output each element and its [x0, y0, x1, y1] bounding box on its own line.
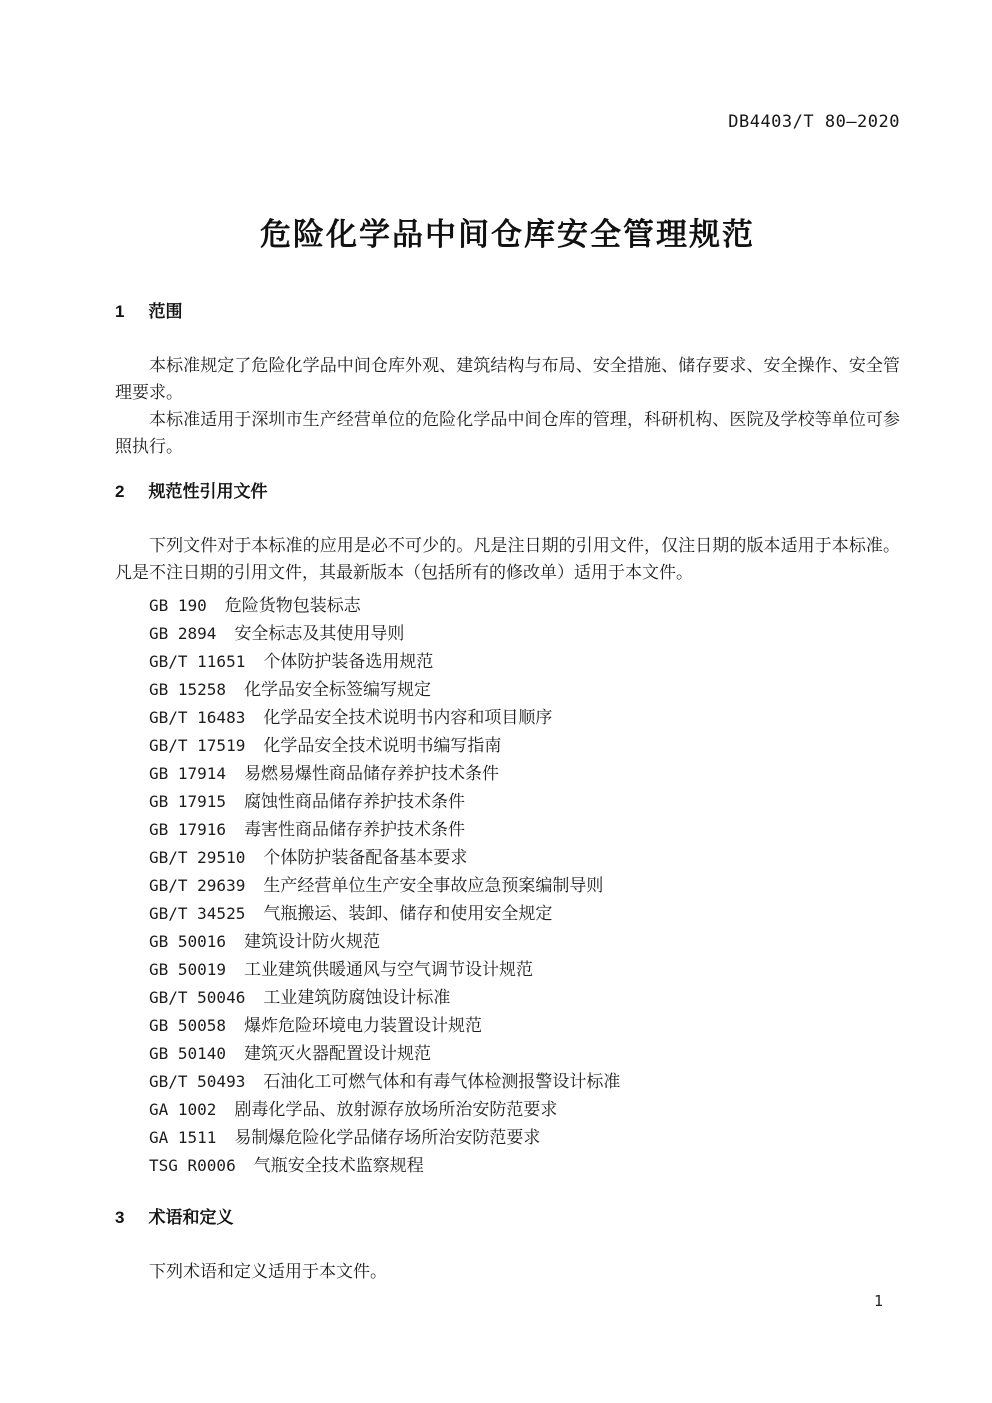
reference-item	[149, 760, 900, 788]
reference-code: GB 15258	[149, 680, 227, 699]
reference-title: 易制爆危险化学品储存场所治安防范要求	[234, 1128, 541, 1147]
reference-title: 个体防护装备配备基本要求	[263, 848, 468, 867]
section-scope-body	[115, 352, 900, 460]
reference-code: GB/T 17519	[149, 736, 246, 755]
reference-code: GB/T 29510	[149, 848, 246, 867]
reference-item	[149, 844, 900, 872]
reference-code: GB 50016	[149, 932, 227, 951]
reference-title: 爆炸危险环境电力装置设计规范	[244, 1016, 483, 1035]
reference-item	[149, 900, 900, 928]
reference-title: 个体防护装备选用规范	[263, 652, 434, 671]
reference-title: 毒害性商品储存养护技术条件	[244, 820, 466, 839]
reference-item	[149, 956, 900, 984]
section-normative-references	[115, 482, 900, 1180]
reference-code: GB 190	[149, 596, 207, 615]
section-number: 3	[115, 1208, 125, 1227]
reference-code: GB/T 50046	[149, 988, 246, 1007]
reference-item	[149, 1152, 900, 1180]
reference-title: 化学品安全技术说明书编写指南	[263, 736, 502, 755]
section-heading-normative-references	[115, 482, 900, 502]
paragraph: 本标准规定了危险化学品中间仓库外观、建筑结构与布局、安全措施、储存要求、安全操作、安全管理要求。	[115, 356, 900, 402]
reference-item	[149, 872, 900, 900]
reference-code: GB 17916	[149, 820, 227, 839]
section-number: 1	[115, 302, 125, 321]
paragraph: 下列术语和定义适用于本文件。	[149, 1262, 387, 1281]
reference-title: 化学品安全标签编写规定	[244, 680, 432, 699]
reference-code: GA 1002	[149, 1100, 217, 1119]
reference-code: GB 50019	[149, 960, 227, 979]
section-terms	[115, 1208, 900, 1285]
reference-title: 工业建筑防腐蚀设计标准	[263, 988, 451, 1007]
reference-title: 危险货物包装标志	[224, 596, 361, 615]
page-number: 1	[873, 1292, 883, 1310]
reference-code: GA 1511	[149, 1128, 217, 1147]
reference-code: GB 2894	[149, 624, 217, 643]
reference-title: 腐蚀性商品储存养护技术条件	[244, 792, 466, 811]
reference-item	[149, 592, 900, 620]
reference-item	[149, 732, 900, 760]
reference-item	[149, 928, 900, 956]
section-heading-label: 范围	[148, 302, 183, 321]
reference-item	[149, 620, 900, 648]
reference-title: 安全标志及其使用导则	[234, 624, 405, 643]
reference-code: GB/T 34525	[149, 904, 246, 923]
section-heading-scope	[115, 302, 900, 322]
reference-code: GB 50058	[149, 1016, 227, 1035]
reference-item	[149, 816, 900, 844]
reference-title: 气瓶搬运、装卸、储存和使用安全规定	[263, 904, 553, 923]
reference-item	[149, 1068, 900, 1096]
reference-item	[149, 704, 900, 732]
reference-code: GB/T 50493	[149, 1072, 246, 1091]
reference-title: 石油化工可燃气体和有毒气体检测报警设计标准	[263, 1072, 621, 1091]
reference-item	[149, 984, 900, 1012]
reference-item	[149, 648, 900, 676]
paragraph: 本标准适用于深圳市生产经营单位的危险化学品中间仓库的管理，科研机构、医院及学校等单位可参照执行。	[115, 410, 900, 456]
reference-title: 剧毒化学品、放射源存放场所治安防范要求	[234, 1100, 558, 1119]
reference-item	[149, 1012, 900, 1040]
reference-title: 化学品安全技术说明书内容和项目顺序	[263, 708, 553, 727]
reference-code: GB 50140	[149, 1044, 227, 1063]
reference-code: GB/T 11651	[149, 652, 246, 671]
reference-title: 建筑设计防火规范	[244, 932, 381, 951]
reference-item	[149, 1124, 900, 1152]
reference-title: 气瓶安全技术监察规程	[253, 1156, 424, 1175]
reference-title: 易燃易爆性商品储存养护技术条件	[244, 764, 500, 783]
reference-list	[115, 592, 900, 1180]
section-scope	[115, 302, 900, 460]
section-terms-body	[115, 1258, 900, 1285]
section-heading-label: 规范性引用文件	[148, 482, 268, 501]
document-title: 危险化学品中间仓库安全管理规范	[260, 217, 755, 252]
reference-item	[149, 1096, 900, 1124]
reference-title: 生产经营单位生产安全事故应急预案编制导则	[263, 876, 604, 895]
reference-item	[149, 1040, 900, 1068]
section-number: 2	[115, 482, 125, 501]
reference-item	[149, 788, 900, 816]
reference-code: GB 17914	[149, 764, 227, 783]
standard-code: DB4403/T 80—2020	[728, 112, 900, 132]
reference-code: TSG R0006	[149, 1156, 236, 1175]
reference-title: 建筑灭火器配置设计规范	[244, 1044, 432, 1063]
reference-code: GB/T 29639	[149, 876, 246, 895]
section-heading-terms	[115, 1208, 900, 1228]
reference-code: GB 17915	[149, 792, 227, 811]
section-normative-references-body	[115, 532, 900, 586]
paragraph: 下列文件对于本标准的应用是必不可少的。凡是注日期的引用文件，仅注日期的版本适用于本标准。凡是不注日期的引用文件，其最新版本（包括所有的修改单）适用于本文件。	[115, 536, 900, 582]
reference-code: GB/T 16483	[149, 708, 246, 727]
reference-item	[149, 676, 900, 704]
section-heading-label: 术语和定义	[148, 1208, 234, 1227]
reference-title: 工业建筑供暖通风与空气调节设计规范	[244, 960, 534, 979]
